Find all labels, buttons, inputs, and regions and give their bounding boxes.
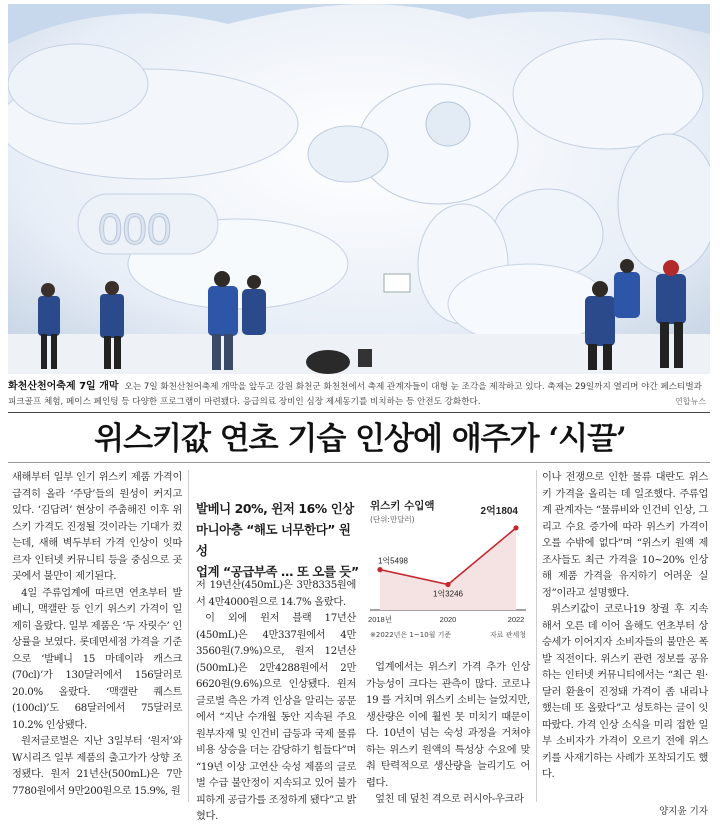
photo-caption: [8, 379, 708, 410]
column-divider: [536, 470, 537, 802]
article-column-2: [196, 578, 356, 826]
paragraph: 업계에서는 위스키 가격 추가 인상 가능성이 크다는 관측이 많다. 코로나19 를 거치며 위스키 소비는 늘었지만, 생산량은 이에 훨씬 못 미치기 때문이다. 10년이 넘는 숙성 과정을 거쳐야 하는 위스키 원액의 특성상 수요에 맞춰 탄력적으로 생산량을 늘리기도 어렵다.: [366, 662, 530, 789]
chart-title: 위스키 수입액: [370, 500, 435, 512]
data-point: [513, 525, 518, 530]
snow-sculpture-photo: [8, 4, 710, 374]
subhead-line: 업계 “공급부족 … 또 오를 듯”: [196, 564, 359, 579]
byline: 양지윤 기자: [659, 806, 708, 817]
article-column-1: [12, 470, 182, 800]
caption-title: 화천산천어축제 7일 개막: [8, 381, 119, 392]
x-tick-label: 2018년: [368, 615, 392, 624]
photo-credit: 연합뉴스: [675, 397, 706, 406]
column-divider: [188, 470, 189, 802]
data-point: [377, 567, 382, 572]
x-tick-label: 2022: [507, 615, 525, 624]
data-point: [445, 582, 450, 587]
data-label: 1억3246: [433, 589, 463, 599]
chart-unit: (단위:만달러): [370, 515, 415, 524]
article-column-4: [542, 470, 708, 784]
svg-text:000: 000: [98, 205, 172, 254]
paragraph: 새해부터 일부 인기 위스키 제품 가격이 급격히 올라 ‘주당’들의 원성이 커지고 있다. ‘김답려’ 현상이 주춤해진 이후 위스키 가격도 진정될 것이라는 기대가 컸는데, 새해 벽두부터 가격 인상이 잇따르자 인터넷 커뮤니티 등을 중심으로 곳곳에서 불만이 제기된다.: [12, 472, 182, 582]
headline: 위스키값 연초 기습 인상에 애주가 ‘시끌’: [94, 421, 626, 457]
paragraph: 저 19년산(450mL)은 3만8335원에서 4만4000원으로 14.7% 올랐다.: [196, 580, 356, 608]
data-label: 1억5498: [378, 556, 408, 566]
snow-sculpture-illustration: [8, 4, 710, 374]
subheadline: [196, 498, 362, 582]
divider: [8, 462, 710, 463]
subhead-line: 마니아층 “해도 너무한다” 원성: [196, 522, 351, 558]
chart-source: 자료 관세청: [489, 631, 526, 639]
subhead-line: 발베니 20%, 윈저 16% 인상: [196, 501, 354, 516]
x-tick-label: 2020: [439, 615, 457, 624]
article-column-3: [366, 660, 530, 809]
paragraph: 4일 주류업계에 따르면 연초부터 발베니, 맥캘란 등 인기 위스키 가격이 일제히 올랐다. 일부 제품은 ‘두 자릿수’ 인상률을 보였다. 롯데면세점 가격을 기준으로 ‘발베니 15 마데이라 캐스크(70cl)’가 130달러에서 156달러로 20.0% 올랐다. ‘맥캘란 퀘스트(100cl)’도 68달러에서 75달러로 10.2% 인상됐다.: [12, 587, 182, 731]
paragraph: 이 외에 윈저 블랙 17년산(450mL)은 4만337원에서 4만3560원(7.9%)으로, 원저 12년산(500mL)은 2만4288원에서 2만6620원(9.6%)으로 인상됐다. 윈저글로벌 측은 가격 인상을 알리는 공문에서 “지난 수개월 동안 지속된 주요 원부자재 및 인건비 급등과 국제 물류비용 상승을 더는 감당하기 힘들다”며 “19년 이상 고연산 숙성 제품의 글로벌 수급 불안정이 지속되고 있어 불가피하게 공급가를 조정하게 됐다”고 밝혔다.: [196, 613, 356, 822]
data-label: 2억1804: [480, 505, 518, 517]
paragraph: 원저글로벌은 지난 3일부터 ‘원저’와 W시리즈 일부 제품의 출고가가 상향 조정됐다. 원저 21년산(500mL)은 7만7780원에서 9만200원으로 15.9%, 원: [12, 736, 182, 797]
paragraph: 위스키값이 코로나19 창궐 후 지속해서 오른 데 이어 올해도 연초부터 상승세가 이어지자 소비자들의 불만은 폭발 직전이다. 위스키 관련 정보를 공유하는 인터넷 커뮤니티에서는 “최근 원·달러 환율이 진정돼 가격이 좀 내리나 했는데 또 올랐다”고 성토하는 글이 잇따랐다. 가격 인상 소식을 미리 접한 일부 소비자가 가격이 오르기 전에 위스키를 사재기하는 사례가 포착되기도 했다.: [542, 604, 708, 780]
paragraph: 이나 전쟁으로 인한 물류 대란도 위스키 가격을 올리는 데 일조했다. 주류업계 관계자는 “물류비와 인건비 인상, 그리고 수요 증가에 따라 위스키 가격이 오를 수밖에 없다”며 “위스키 원액 제조사들도 최근 가격을 10~20% 인상해 제품 가격을 유지하기 어려운 실정”이라고 설명했다.: [542, 472, 708, 599]
chart-note: ※2022년은 1~10월 기준: [370, 631, 452, 639]
caption-text: 오는 7일 화천산천어축제 개막을 앞두고 강원 화천군 화천천에서 축제 관계자들이 대형 눈 조각을 제작하고 있다. 축제는 29일까지 열리며 야간 페스티벌과 피크골프 체험, 페이스 페인팅 등 다양한 프로그램이 마련됐다. 응급의료 장비인 심장 제세동기를 비치하는 등 안전도 강화한다.: [8, 382, 702, 407]
whisky-import-chart: [366, 498, 530, 650]
paragraph: 엎친 데 덮친 격으로 러시아-우크라: [375, 794, 524, 805]
